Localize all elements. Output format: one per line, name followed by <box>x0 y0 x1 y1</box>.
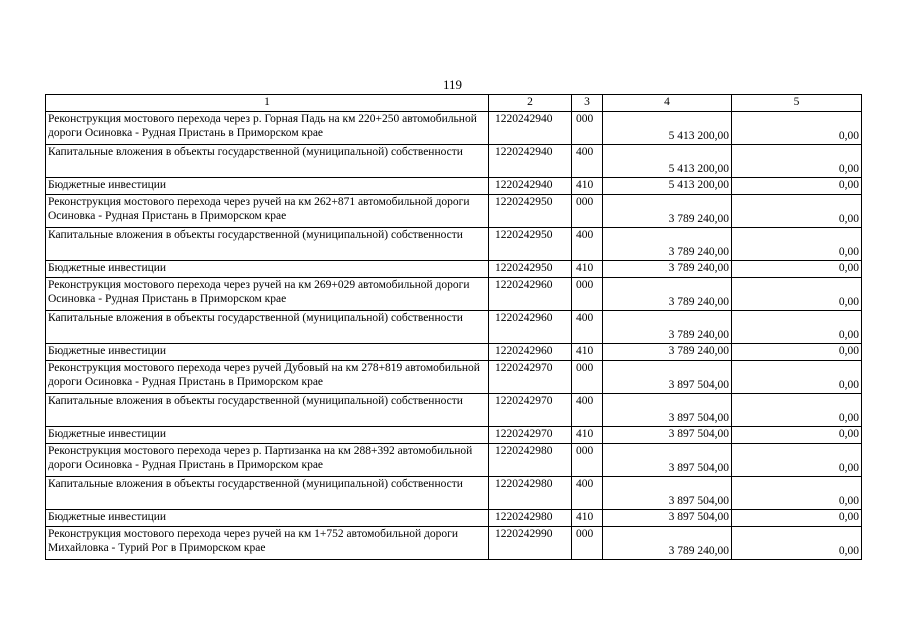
table-row <box>46 444 862 477</box>
row-amount-col5-cell: 0,00 <box>732 427 862 444</box>
row-amount-col4-cell: 3 897 504,00 <box>603 361 732 394</box>
row-type-cell: 400 <box>572 477 603 510</box>
page-number: 119 <box>442 77 463 92</box>
row-amount-col5-cell: 0,00 <box>732 261 862 278</box>
table-row <box>46 477 862 510</box>
row-amount-col4-cell: 3 897 504,00 <box>603 510 732 527</box>
table-row <box>46 394 862 427</box>
row-name-cell: Бюджетные инвестиции <box>46 510 489 527</box>
row-type-cell: 000 <box>572 361 603 394</box>
row-type-cell: 410 <box>572 344 603 361</box>
row-amount-col4-cell: 3 789 240,00 <box>603 344 732 361</box>
row-name-cell: Бюджетные инвестиции <box>46 178 489 195</box>
row-type-cell: 400 <box>572 394 603 427</box>
row-amount-col4-cell: 5 413 200,00 <box>603 112 732 145</box>
row-amount-col4-cell: 3 789 240,00 <box>603 228 732 261</box>
row-amount-col5-cell: 0,00 <box>732 145 862 178</box>
row-amount-col4-cell: 3 789 240,00 <box>603 311 732 344</box>
row-type-cell: 410 <box>572 178 603 195</box>
row-amount-col4-cell: 3 789 240,00 <box>603 195 732 228</box>
row-name-cell: Реконструкция мостового перехода через ручей на км 1+752 автомобильной дороги Михайловка - Турий Рог в Приморском крае <box>46 527 489 560</box>
table-row <box>46 344 862 361</box>
row-code-cell: 1220242960 <box>489 278 572 311</box>
row-code-cell: 1220242950 <box>489 195 572 228</box>
row-code-cell: 1220242980 <box>489 510 572 527</box>
row-amount-col5-cell: 0,00 <box>732 477 862 510</box>
row-amount-col5-cell: 0,00 <box>732 178 862 195</box>
row-name-cell: Капитальные вложения в объекты государственной (муниципальной) собственности <box>46 311 489 344</box>
row-amount-col5-cell: 0,00 <box>732 344 862 361</box>
row-code-cell: 1220242940 <box>489 178 572 195</box>
row-amount-col4-cell: 5 413 200,00 <box>603 178 732 195</box>
row-name-cell: Реконструкция мостового перехода через р. Партизанка на км 288+392 автомобильной дороги Осиновка - Рудная Пристань в Приморском крае <box>46 444 489 477</box>
row-code-cell: 1220242970 <box>489 427 572 444</box>
header-col-2: 2 <box>489 95 572 112</box>
table-row <box>46 527 862 560</box>
row-code-cell: 1220242980 <box>489 444 572 477</box>
row-type-cell: 410 <box>572 261 603 278</box>
row-code-cell: 1220242980 <box>489 477 572 510</box>
row-amount-col5-cell: 0,00 <box>732 195 862 228</box>
row-code-cell: 1220242940 <box>489 112 572 145</box>
table-row <box>46 178 862 195</box>
row-code-cell: 1220242940 <box>489 145 572 178</box>
row-type-cell: 400 <box>572 145 603 178</box>
row-amount-col4-cell: 3 897 504,00 <box>603 444 732 477</box>
header-col-1: 1 <box>46 95 489 112</box>
table-row <box>46 228 862 261</box>
row-name-cell: Капитальные вложения в объекты государственной (муниципальной) собственности <box>46 145 489 178</box>
row-amount-col5-cell: 0,00 <box>732 510 862 527</box>
row-amount-col4-cell: 3 897 504,00 <box>603 394 732 427</box>
row-code-cell: 1220242970 <box>489 394 572 427</box>
row-code-cell: 1220242960 <box>489 344 572 361</box>
row-type-cell: 410 <box>572 510 603 527</box>
budget-table <box>45 94 862 560</box>
row-type-cell: 000 <box>572 444 603 477</box>
table-row <box>46 427 862 444</box>
table-row <box>46 112 862 145</box>
row-amount-col4-cell: 3 897 504,00 <box>603 477 732 510</box>
table-row <box>46 278 862 311</box>
table-header-row <box>46 95 862 112</box>
table-row <box>46 195 862 228</box>
row-type-cell: 000 <box>572 195 603 228</box>
row-code-cell: 1220242990 <box>489 527 572 560</box>
budget-table-body <box>46 95 862 560</box>
header-col-4: 4 <box>603 95 732 112</box>
row-amount-col4-cell: 3 789 240,00 <box>603 527 732 560</box>
row-name-cell: Бюджетные инвестиции <box>46 261 489 278</box>
row-amount-col5-cell: 0,00 <box>732 394 862 427</box>
row-amount-col5-cell: 0,00 <box>732 311 862 344</box>
table-row <box>46 510 862 527</box>
row-name-cell: Реконструкция мостового перехода через ручей на км 262+871 автомобильной дороги Осиновка - Рудная Пристань в Приморском крае <box>46 195 489 228</box>
row-code-cell: 1220242950 <box>489 261 572 278</box>
row-amount-col4-cell: 3 789 240,00 <box>603 278 732 311</box>
header-col-5: 5 <box>732 95 862 112</box>
row-name-cell: Капитальные вложения в объекты государственной (муниципальной) собственности <box>46 477 489 510</box>
row-name-cell: Капитальные вложения в объекты государственной (муниципальной) собственности <box>46 394 489 427</box>
row-amount-col5-cell: 0,00 <box>732 112 862 145</box>
row-code-cell: 1220242950 <box>489 228 572 261</box>
row-name-cell: Бюджетные инвестиции <box>46 344 489 361</box>
row-name-cell: Реконструкция мостового перехода через ручей Дубовый на км 278+819 автомобильной дороги Осиновка - Рудная Пристань в Приморском крае <box>46 361 489 394</box>
table-row <box>46 311 862 344</box>
table-row <box>46 261 862 278</box>
row-code-cell: 1220242970 <box>489 361 572 394</box>
row-amount-col5-cell: 0,00 <box>732 361 862 394</box>
row-amount-col4-cell: 3 789 240,00 <box>603 261 732 278</box>
row-name-cell: Капитальные вложения в объекты государственной (муниципальной) собственности <box>46 228 489 261</box>
row-amount-col4-cell: 5 413 200,00 <box>603 145 732 178</box>
row-type-cell: 400 <box>572 228 603 261</box>
row-type-cell: 400 <box>572 311 603 344</box>
table-row <box>46 361 862 394</box>
header-col-3: 3 <box>572 95 603 112</box>
row-amount-col5-cell: 0,00 <box>732 278 862 311</box>
row-amount-col5-cell: 0,00 <box>732 444 862 477</box>
row-type-cell: 000 <box>572 112 603 145</box>
row-name-cell: Реконструкция мостового перехода через р. Горная Падь на км 220+250 автомобильной дороги Осиновка - Рудная Пристань в Приморском крае <box>46 112 489 145</box>
row-name-cell: Реконструкция мостового перехода через ручей на км 269+029 автомобильной дороги Осиновка - Рудная Пристань в Приморском крае <box>46 278 489 311</box>
row-amount-col5-cell: 0,00 <box>732 527 862 560</box>
row-type-cell: 000 <box>572 278 603 311</box>
row-amount-col4-cell: 3 897 504,00 <box>603 427 732 444</box>
row-type-cell: 410 <box>572 427 603 444</box>
table-row <box>46 145 862 178</box>
row-code-cell: 1220242960 <box>489 311 572 344</box>
row-type-cell: 000 <box>572 527 603 560</box>
row-name-cell: Бюджетные инвестиции <box>46 427 489 444</box>
row-amount-col5-cell: 0,00 <box>732 228 862 261</box>
